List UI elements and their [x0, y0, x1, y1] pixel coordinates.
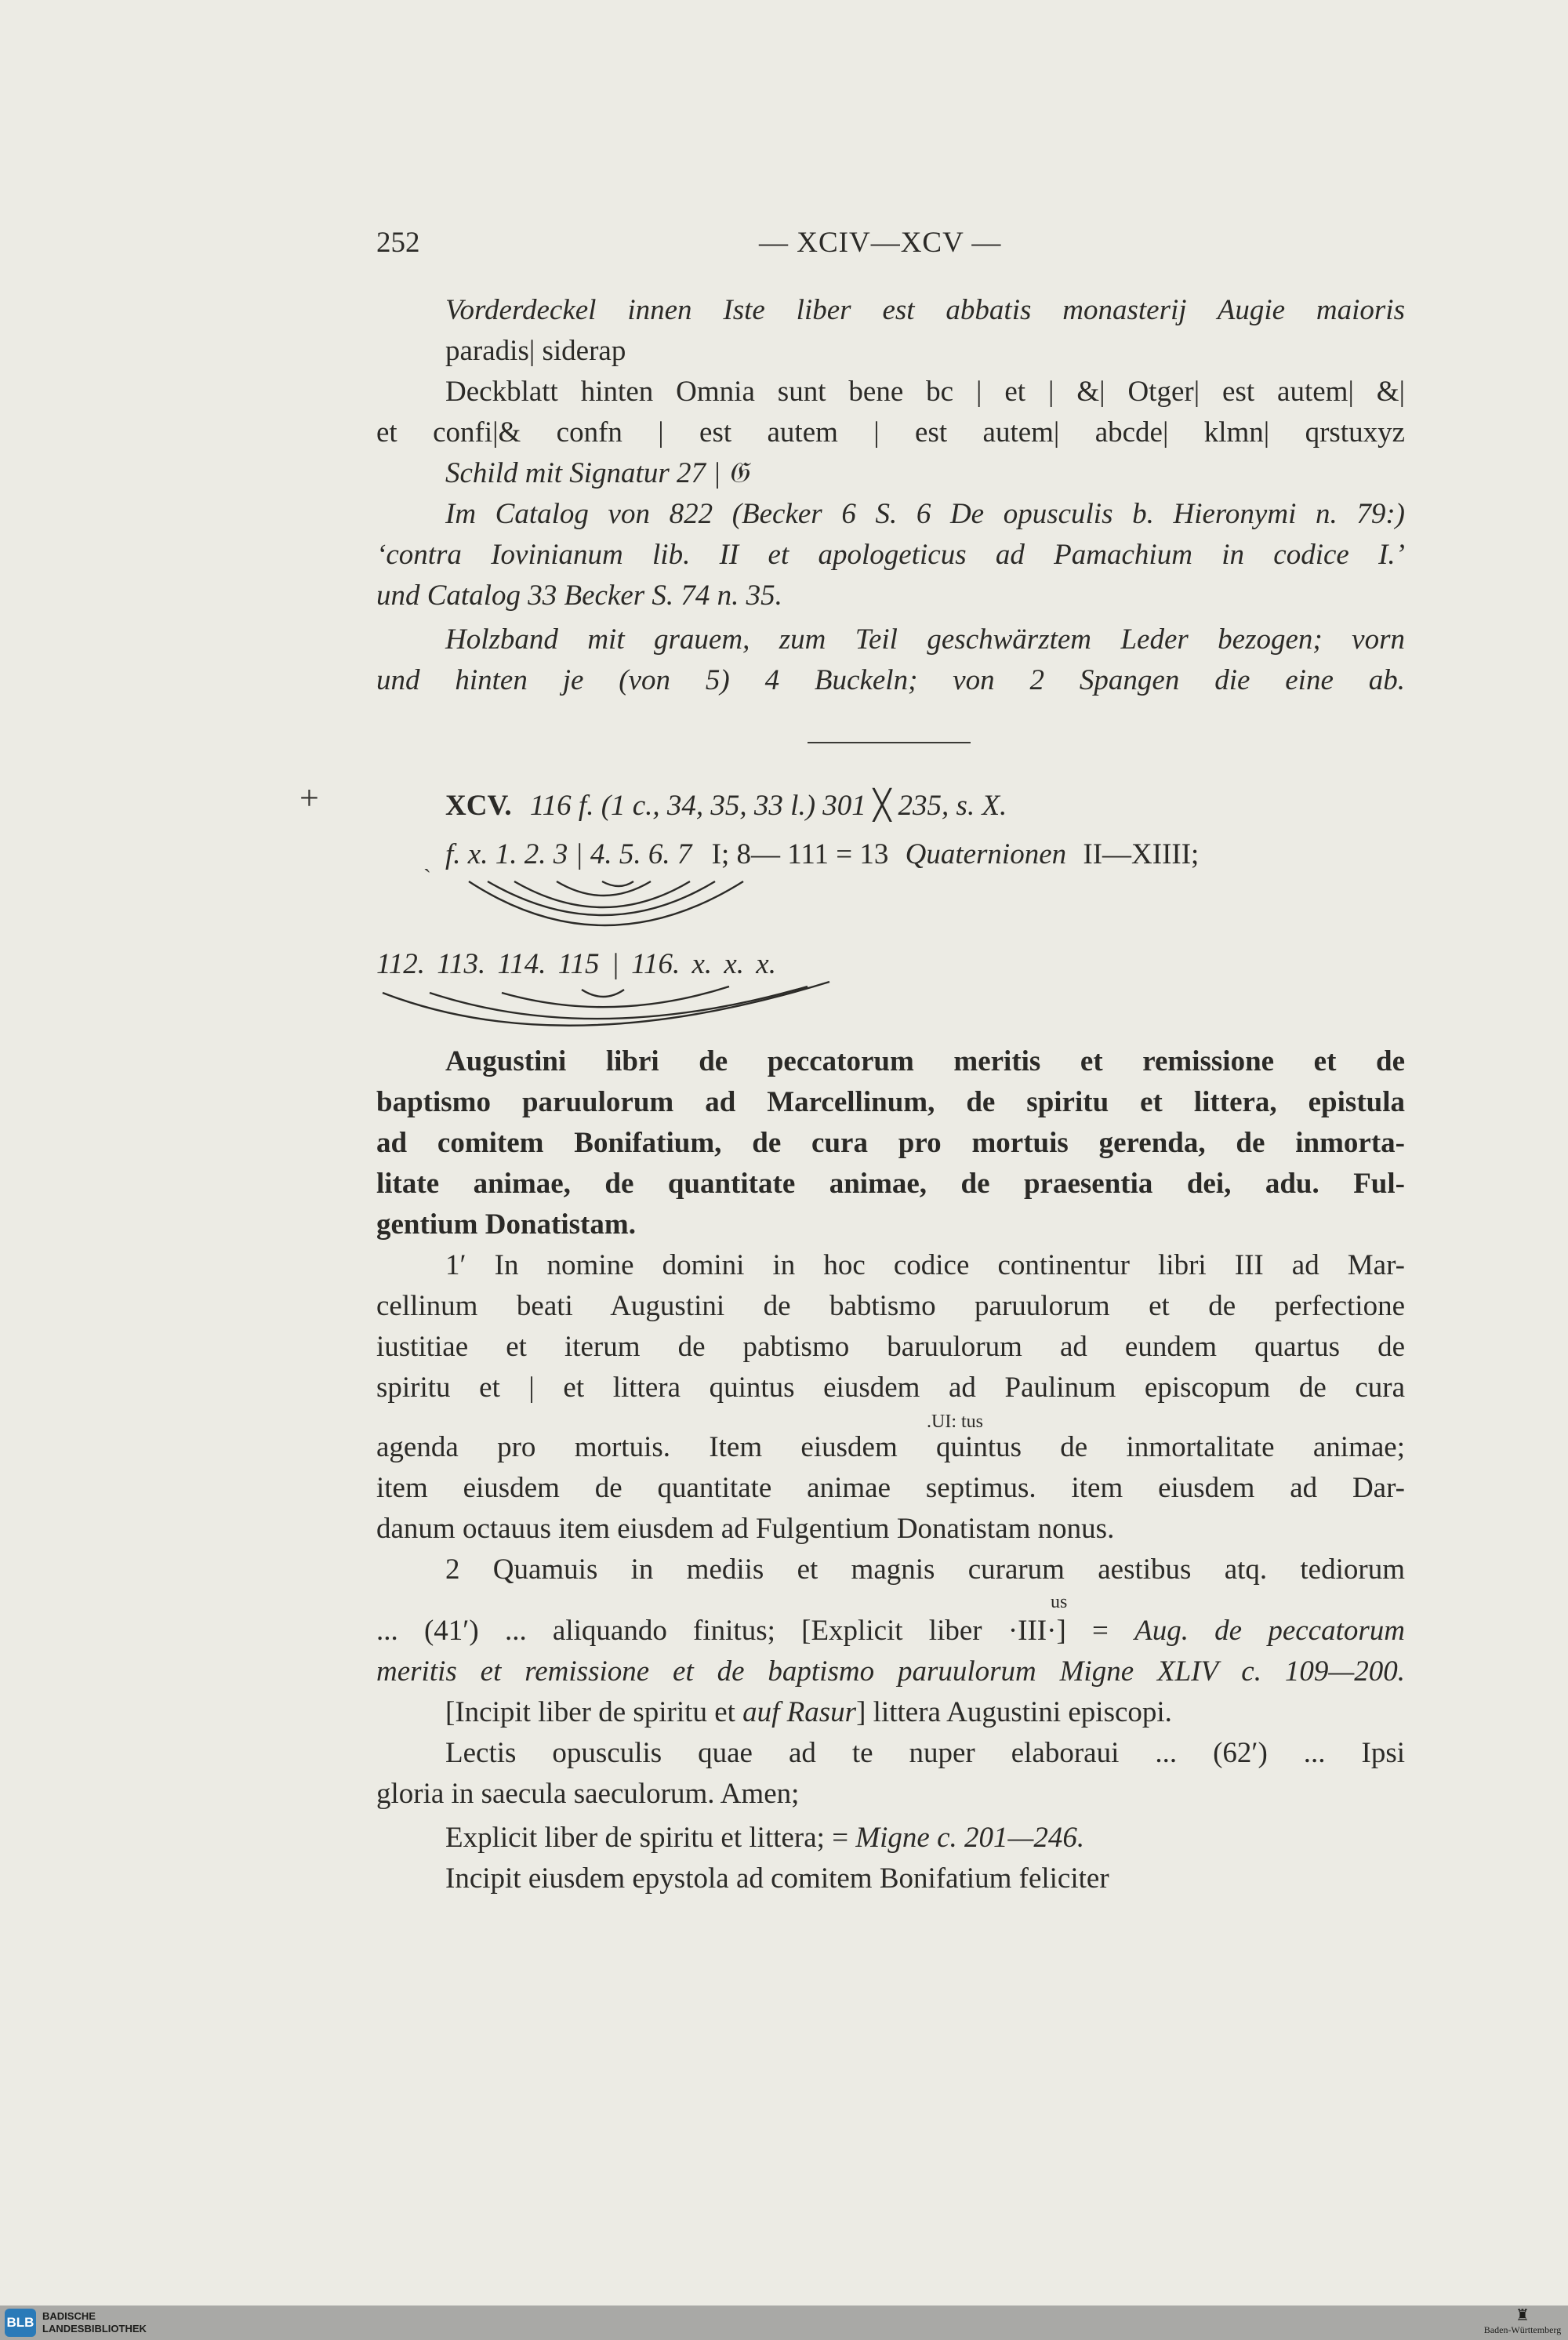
text-line: und Catalog 33 Becker S. 74 n. 35. — [376, 580, 782, 612]
title-line: Augustini libri de peccatorum meritis et remissione et de — [445, 1045, 1405, 1077]
body-line: agenda pro mortuis. Item eiusdem quintus de inmortalitate animae; — [376, 1431, 1405, 1463]
text-line: Holzband mit grauem, zum Teil geschwärztem Leder bezogen; vorn — [445, 623, 1405, 656]
quire-arc — [582, 990, 624, 997]
manuscript-description: 116 f. (1 c., 34, 35, 33 l.) 301 ╳ 235, s. X. — [529, 790, 1007, 822]
quire-formula-tail: 112. 113. 114. 115 | 116. x. x. x. — [376, 948, 776, 980]
interlinear-gloss: .UI: tus — [927, 1412, 983, 1432]
library-logo[interactable]: BLB — [5, 2309, 36, 2337]
quire-arc — [502, 987, 729, 1007]
quire-formula: f. x. 1. 2. 3 | 4. 5. 6. 7 I; 8— 111 = 13 Quaternionen II—XIIII; — [445, 838, 1200, 870]
interlinear-gloss: us — [1051, 1592, 1068, 1612]
marginal-plus-mark: + — [299, 779, 319, 817]
quire-arc — [602, 881, 633, 886]
title-line: litate animae, de quantitate animae, de praesentia dei, adu. Ful- — [376, 1168, 1405, 1200]
quire-arc — [514, 881, 690, 907]
quire-arc — [557, 881, 651, 896]
body-line: 1′ In nomine domini in hoc codice continentur libri III ad Mar- — [445, 1249, 1405, 1281]
text-line: paradis| siderap — [445, 335, 626, 367]
text-line: ‘contra Iovinianum lib. II et apologeticus ad Pamachium in codice I.’ — [376, 539, 1405, 571]
body-line: [Incipit liber de spiritu et auf Rasur] littera Augustini episcopi. — [445, 1696, 1172, 1728]
crest-icon: ♜ — [1515, 2307, 1530, 2324]
body-line: spiritu et | et littera quintus eiusdem ad Paulinum episcopum de cura — [376, 1372, 1405, 1404]
body-line: danum octauus item eiusdem ad Fulgentium Donatistam nonus. — [376, 1513, 1115, 1545]
body-line: Incipit eiusdem epystola ad comitem Bonifatium feliciter — [445, 1862, 1109, 1895]
manuscript-number: XCV. — [445, 790, 512, 822]
text-line: et confi|& confn | est autem | est autem| abcde| klmn| qrstuxyz — [376, 416, 1405, 449]
text-line: Schild mit Signatur 27 | 𝔊 — [445, 457, 749, 489]
text-line: Deckblatt hinten Omnia sunt bene bc | et | &| Otger| est autem| &| — [445, 376, 1405, 408]
footer-bar — [0, 2305, 1568, 2340]
body-line: cellinum beati Augustini de babtismo paruulorum et de perfectione — [376, 1290, 1405, 1322]
marginal-tick-mark: ˎ — [423, 847, 431, 873]
body-line: item eiusdem de quantitate animae septimus. item eiusdem ad Dar- — [376, 1472, 1405, 1504]
body-line: Lectis opusculis quae ad te nuper elaboraui ... (62′) ... Ipsi — [445, 1737, 1405, 1769]
body-line: iustitiae et iterum de pabtismo baruulorum ad eundem quartus de — [376, 1331, 1405, 1363]
text-line: Im Catalog von 822 (Becker 6 S. 6 De opusculis b. Hieronymi n. 79:) — [445, 498, 1405, 530]
title-line: ad comitem Bonifatium, de cura pro mortuis gerenda, de inmorta- — [376, 1127, 1405, 1159]
partner-mark — [1483, 2307, 1562, 2338]
partner-label: Baden-Württemberg — [1483, 2324, 1562, 2335]
body-line: 2 Quamuis in mediis et magnis curarum aestibus atq. tediorum — [445, 1553, 1405, 1586]
text-line: Vorderdeckel innen Iste liber est abbatis monasterij Augie maioris — [445, 294, 1405, 326]
body-line: Explicit liber de spiritu et littera; = Migne c. 201—246. — [445, 1822, 1085, 1854]
title-line: baptismo paruulorum ad Marcellinum, de spiritu et littera, epistula — [376, 1086, 1405, 1118]
library-name: BADISCHE LANDESBIBLIOTHEK — [42, 2310, 147, 2335]
title-line: gentium Donatistam. — [376, 1208, 636, 1241]
text-line: und hinten je (von 5) 4 Buckeln; von 2 Spangen die eine ab. — [376, 664, 1405, 696]
page-number: 252 — [376, 227, 420, 259]
body-line: ... (41′) ... aliquando finitus; [Explicit liber ·III·] = Aug. de peccatorum — [376, 1615, 1405, 1647]
body-line: meritis et remissione et de baptismo paruulorum Migne XLIV c. 109—200. — [376, 1655, 1405, 1688]
body-line: gloria in saecula saeculorum. Amen; — [376, 1778, 800, 1810]
running-head: — XCIV—XCV — — [759, 227, 1002, 259]
